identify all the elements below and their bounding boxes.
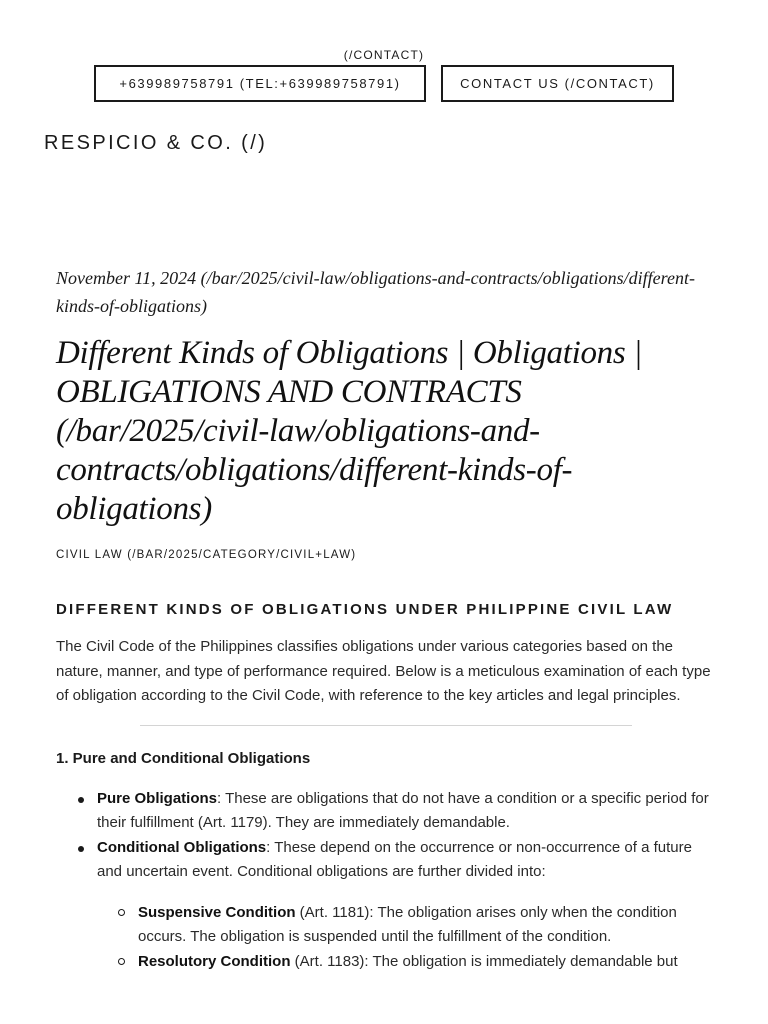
conditions-sublist [97,901,716,975]
bullet-icon [78,846,84,852]
list-item-text: : These depend on the occurrence or non-occurrence of a future and uncertain event. Conditional obligations are further divided into: [97,838,692,880]
sublist-item-text: (Art. 1183): The obligation is immediately demandable but [290,952,678,970]
sublist-item-term: Suspensive Condition [138,903,296,921]
category-link[interactable]: CIVIL LAW (/BAR/2025/CATEGORY/CIVIL+LAW) [56,549,357,561]
circle-bullet-icon [118,909,125,916]
list-item [97,836,716,975]
list-item-text: : These are obligations that do not have a condition or a specific period for their fulfillment (Art. 1179). They are immediately demandable. [97,789,709,831]
brand-logo-link[interactable]: RESPICIO & CO. (/) [44,132,268,154]
bullet-icon [78,797,84,803]
phone-button[interactable]: +639989758791 (TEL:+639989758791) [94,65,426,102]
sublist-item [138,901,716,950]
list-item-term: Pure Obligations [97,789,218,807]
contact-us-button[interactable]: CONTACT US (/CONTACT) [441,65,674,102]
sublist-item [138,950,716,975]
article-date-link[interactable]: November 11, 2024 (/bar/2025/civil-law/obligations-and-contracts/obligations/different-kinds-of-obligations) [56,268,695,316]
contact-top-link[interactable]: (/CONTACT) [343,48,425,62]
obligations-list [56,787,716,975]
circle-bullet-icon [118,958,125,965]
sublist-item-term: Resolutory Condition [138,952,291,970]
list-item [97,787,716,836]
article-title[interactable]: Different Kinds of Obligations | Obligations | OBLIGATIONS AND CONTRACTS (/bar/2025/civil-law/obligations-and-contracts/obligations/different-kinds-of-obligations) [56,335,643,527]
article [56,264,716,974]
list-item-term: Conditional Obligations [97,838,267,856]
section-heading: DIFFERENT KINDS OF OBLIGATIONS UNDER PHILIPPINE CIVIL LAW [56,601,674,618]
sub-heading: 1. Pure and Conditional Obligations [56,749,311,767]
sublist-item-text: (Art. 1181): The obligation arises only when the condition occurs. The obligation is suspended until the fulfillment of the condition. [138,903,677,945]
intro-paragraph: The Civil Code of the Philippines classifies obligations under various categories based on the nature, manner, and type of performance required. Below is a meticulous examination of each type of obligation according to the Civil Code, with reference to the key articles and legal principles. [56,638,711,704]
divider [140,725,632,726]
